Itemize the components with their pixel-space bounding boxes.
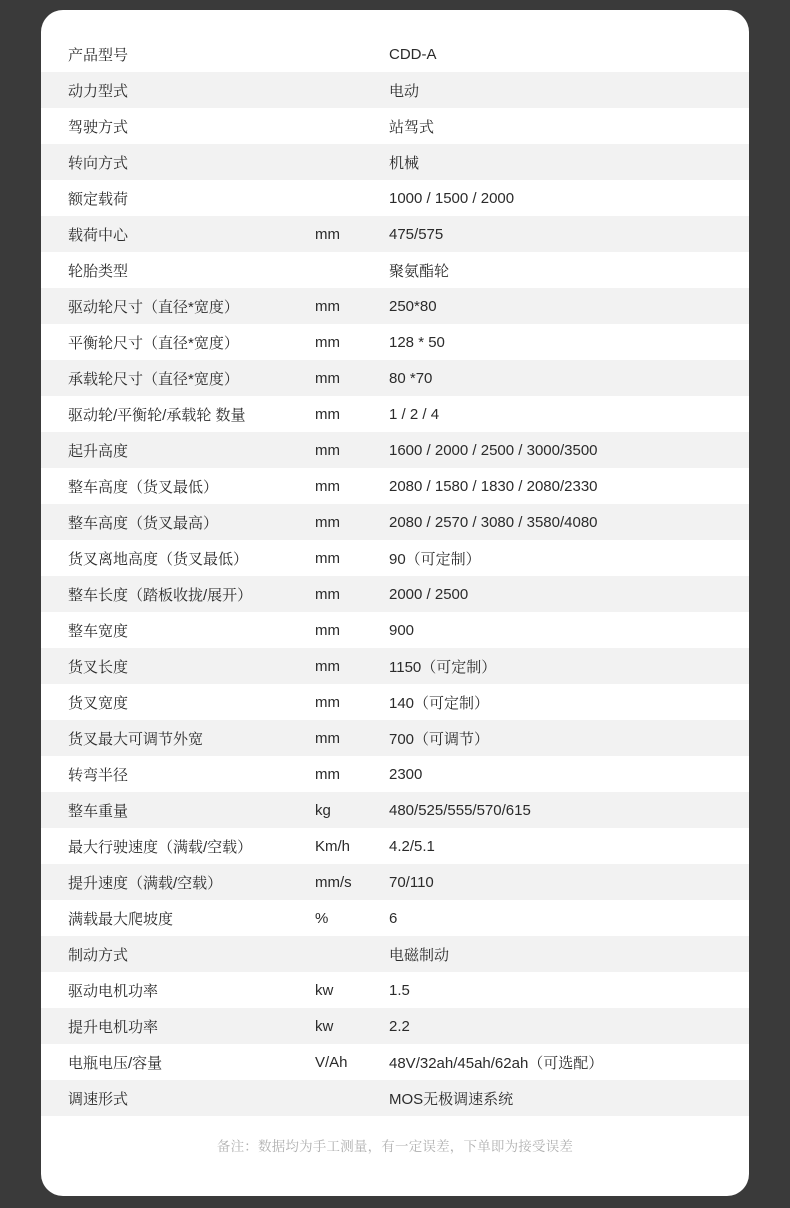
spec-value: 1000 / 1500 / 2000 xyxy=(389,189,515,207)
spec-unit: mm xyxy=(315,441,340,459)
spec-value: 475/575 xyxy=(389,225,444,243)
spec-card xyxy=(41,10,749,1196)
spec-name: 载荷中心 xyxy=(68,226,129,244)
spec-name: 驱动轮/平衡轮/承载轮 数量 xyxy=(68,406,246,424)
spec-value: 机械 xyxy=(389,154,420,172)
table-row xyxy=(41,756,749,792)
spec-value: 2080 / 2570 / 3080 / 3580/4080 xyxy=(389,513,598,531)
spec-unit: mm xyxy=(315,513,340,531)
spec-value: 2300 xyxy=(389,765,423,783)
spec-name: 货叉宽度 xyxy=(68,694,129,712)
spec-name: 整车长度（踏板收拢/展开） xyxy=(68,586,253,604)
table-row xyxy=(41,396,749,432)
table-row xyxy=(41,576,749,612)
spec-unit: mm xyxy=(315,225,340,243)
spec-unit: mm xyxy=(315,297,340,315)
spec-value: 2080 / 1580 / 1830 / 2080/2330 xyxy=(389,477,598,495)
table-row xyxy=(41,972,749,1008)
spec-value: 70/110 xyxy=(389,873,434,891)
table-row xyxy=(41,468,749,504)
spec-name: 提升电机功率 xyxy=(68,1018,159,1036)
spec-value: 80 *70 xyxy=(389,369,433,387)
table-row xyxy=(41,72,749,108)
table-row xyxy=(41,936,749,972)
table-row xyxy=(41,108,749,144)
table-row xyxy=(41,540,749,576)
spec-unit: V/Ah xyxy=(315,1053,348,1071)
spec-unit: mm xyxy=(315,369,340,387)
spec-unit: mm xyxy=(315,729,340,747)
table-row xyxy=(41,360,749,396)
spec-value: 128 * 50 xyxy=(389,333,445,351)
table-row xyxy=(41,864,749,900)
spec-unit: % xyxy=(315,909,329,927)
spec-value: 1150（可定制） xyxy=(389,658,497,676)
spec-name: 轮胎类型 xyxy=(68,262,129,280)
spec-value: 2.2 xyxy=(389,1017,410,1035)
spec-name: 电瓶电压/容量 xyxy=(68,1054,163,1072)
table-row xyxy=(41,504,749,540)
table-row xyxy=(41,1044,749,1080)
table-row xyxy=(41,1080,749,1116)
table-row xyxy=(41,1008,749,1044)
table-row xyxy=(41,432,749,468)
spec-name: 转弯半径 xyxy=(68,766,129,784)
spec-value: 4.2/5.1 xyxy=(389,837,435,855)
spec-value: 电动 xyxy=(389,82,420,100)
table-row xyxy=(41,612,749,648)
spec-value: 6 xyxy=(389,909,398,927)
spec-name: 产品型号 xyxy=(68,46,129,64)
spec-value: CDD-A xyxy=(389,45,437,63)
spec-name: 货叉离地高度（货叉最低） xyxy=(68,550,249,568)
spec-name: 货叉最大可调节外宽 xyxy=(68,730,204,748)
spec-value: MOS无极调速系统 xyxy=(389,1090,514,1108)
spec-unit: mm xyxy=(315,333,340,351)
spec-value: 90（可定制） xyxy=(389,550,481,568)
spec-name: 整车宽度 xyxy=(68,622,129,640)
spec-value: 1 / 2 / 4 xyxy=(389,405,440,423)
spec-value: 900 xyxy=(389,621,415,639)
spec-unit: kw xyxy=(315,981,334,999)
spec-name: 平衡轮尺寸（直径*宽度） xyxy=(68,334,239,352)
spec-value: 电磁制动 xyxy=(389,946,450,964)
table-footnote: 备注：数据均为手工测量，有一定误差，下单即为接受误差 xyxy=(216,1139,574,1154)
spec-name: 起升高度 xyxy=(68,442,129,460)
spec-name: 调速形式 xyxy=(68,1090,129,1108)
table-row xyxy=(41,648,749,684)
spec-name: 满载最大爬坡度 xyxy=(68,910,174,928)
spec-unit: mm xyxy=(315,549,340,567)
spec-unit: mm xyxy=(315,765,340,783)
table-row xyxy=(41,792,749,828)
spec-name: 动力型式 xyxy=(68,82,129,100)
spec-name: 制动方式 xyxy=(68,946,129,964)
spec-unit: Km/h xyxy=(315,837,351,855)
spec-value: 700（可调节） xyxy=(389,730,490,748)
spec-table xyxy=(41,10,749,1116)
spec-name: 承载轮尺寸（直径*宽度） xyxy=(68,370,239,388)
spec-value: 1600 / 2000 / 2500 / 3000/3500 xyxy=(389,441,598,459)
spec-name: 提升速度（满载/空载） xyxy=(68,874,223,892)
spec-name: 转向方式 xyxy=(68,154,129,172)
spec-name: 最大行驶速度（满载/空载） xyxy=(68,838,253,856)
spec-value: 48V/32ah/45ah/62ah（可选配） xyxy=(389,1054,604,1072)
table-row xyxy=(41,252,749,288)
spec-unit: mm xyxy=(315,621,340,639)
table-row xyxy=(41,180,749,216)
spec-value: 250*80 xyxy=(389,297,437,315)
spec-unit: mm xyxy=(315,657,340,675)
table-row xyxy=(41,828,749,864)
spec-name: 驱动电机功率 xyxy=(68,982,159,1000)
spec-value: 聚氨酯轮 xyxy=(389,262,450,280)
spec-name: 整车重量 xyxy=(68,802,129,820)
spec-name: 驾驶方式 xyxy=(68,118,129,136)
spec-name: 额定载荷 xyxy=(68,190,129,208)
spec-name: 整车高度（货叉最高） xyxy=(68,514,219,532)
table-row xyxy=(41,288,749,324)
table-row xyxy=(41,36,749,72)
spec-unit: kg xyxy=(315,801,331,819)
spec-value: 1.5 xyxy=(389,981,410,999)
table-row xyxy=(41,144,749,180)
table-row xyxy=(41,684,749,720)
table-row xyxy=(41,900,749,936)
spec-name: 驱动轮尺寸（直径*宽度） xyxy=(68,298,239,316)
spec-unit: kw xyxy=(315,1017,334,1035)
spec-unit: mm xyxy=(315,693,340,711)
spec-unit: mm/s xyxy=(315,873,352,891)
spec-unit: mm xyxy=(315,405,340,423)
table-row xyxy=(41,324,749,360)
spec-value: 480/525/555/570/615 xyxy=(389,801,531,819)
spec-unit: mm xyxy=(315,477,340,495)
spec-unit: mm xyxy=(315,585,340,603)
spec-name: 整车高度（货叉最低） xyxy=(68,478,219,496)
spec-value: 2000 / 2500 xyxy=(389,585,469,603)
table-row xyxy=(41,720,749,756)
table-row xyxy=(41,216,749,252)
spec-value: 站驾式 xyxy=(389,118,435,136)
spec-name: 货叉长度 xyxy=(68,658,129,676)
spec-value: 140（可定制） xyxy=(389,694,490,712)
